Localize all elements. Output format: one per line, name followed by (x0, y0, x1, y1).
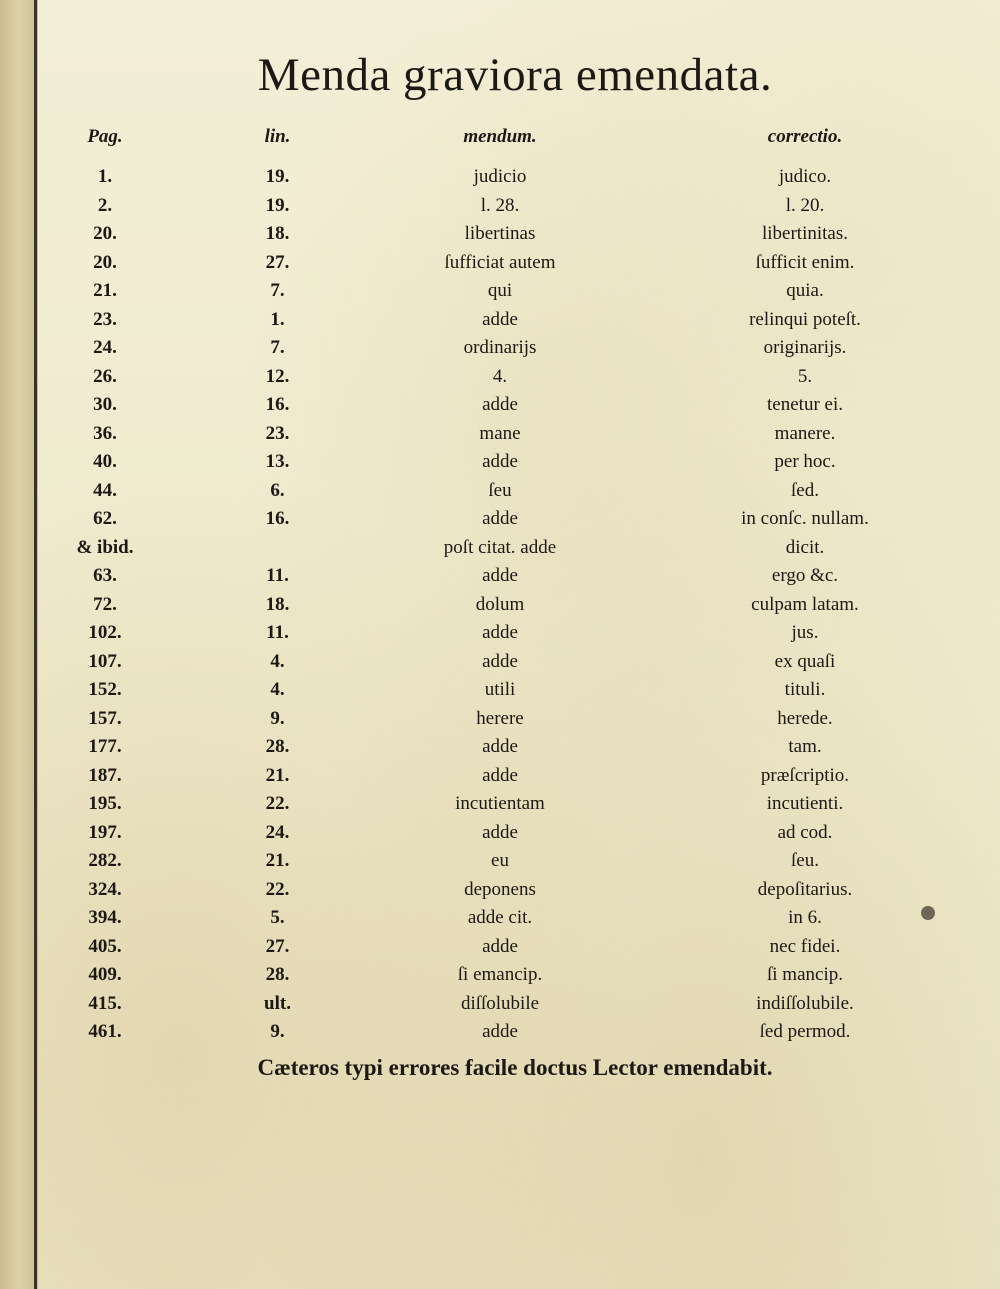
cell-pag: 177. (88, 736, 122, 757)
cell-pag: 282. (88, 850, 122, 871)
errata-row (0, 192, 1000, 221)
cell-pag: 394. (88, 907, 122, 928)
cell-mendum: adde (482, 935, 518, 957)
cell-lin: 13. (265, 451, 290, 472)
cell-lin: 16. (265, 508, 290, 529)
cell-lin: 18. (265, 223, 290, 244)
cell-mendum: ſeu (488, 479, 512, 501)
cell-pag: 409. (88, 964, 122, 985)
errata-row (0, 648, 1000, 677)
cell-pag: 72. (93, 593, 117, 615)
errata-row (0, 420, 1000, 449)
cell-correctio: herede. (777, 707, 833, 729)
cell-correctio: tenetur ei. (767, 394, 843, 415)
errata-row (0, 306, 1000, 335)
cell-mendum: judicio (473, 166, 527, 187)
cell-correctio: ſed. (791, 479, 819, 501)
cell-mendum: qui (487, 280, 513, 301)
cell-mendum: adde (482, 394, 518, 415)
cell-lin: 22. (265, 878, 290, 900)
errata-row (0, 220, 1000, 249)
errata-row (0, 448, 1000, 477)
cell-pag: 20. (93, 251, 117, 273)
cell-correctio: ſeu. (791, 850, 819, 871)
cell-mendum: mane (479, 422, 521, 444)
cell-correctio: ſufficit enim. (755, 251, 855, 273)
cell-pag: 415. (88, 992, 122, 1014)
cell-correctio: ſed permod. (759, 1021, 851, 1042)
errata-row (0, 733, 1000, 762)
errata-row (0, 619, 1000, 648)
cell-lin: 1. (270, 308, 285, 330)
errata-row (0, 163, 1000, 192)
cell-mendum: libertinas (464, 223, 536, 244)
cell-pag: 24. (93, 337, 117, 358)
cell-pag: 461. (88, 1021, 122, 1042)
cell-correctio: relinqui poteſt. (749, 308, 861, 330)
cell-mendum: 4. (492, 365, 508, 387)
cell-pag: 157. (88, 707, 122, 729)
errata-row (0, 790, 1000, 819)
cell-lin: 11. (266, 565, 289, 586)
errata-row (0, 277, 1000, 306)
cell-correctio: 5. (797, 365, 813, 387)
cell-lin: 22. (265, 793, 290, 814)
cell-pag: & ibid. (76, 536, 134, 558)
errata-row (0, 562, 1000, 591)
errata-row (0, 477, 1000, 506)
closing-note: Cæteros typi errores facile doctus Lector emendabit. (257, 1055, 773, 1080)
cell-pag: 187. (88, 764, 122, 786)
cell-lin: 27. (265, 935, 290, 957)
cell-lin: 9. (270, 1021, 285, 1042)
errata-header-row (0, 126, 1000, 154)
cell-mendum: ſufficiat autem (444, 251, 556, 273)
ink-speck (921, 906, 935, 920)
cell-mendum: adde (482, 308, 518, 330)
cell-lin: 27. (265, 251, 290, 273)
header-mendum: mendum. (463, 126, 537, 147)
cell-mendum: diſſolubile (460, 992, 540, 1014)
errata-row (0, 876, 1000, 905)
errata-row (0, 933, 1000, 962)
cell-correctio: ad cod. (777, 821, 833, 843)
cell-lin: 6. (270, 479, 285, 501)
cell-correctio: jus. (791, 622, 819, 643)
cell-lin: 5. (270, 907, 285, 928)
cell-pag: 1. (97, 166, 113, 187)
cell-mendum: adde (482, 565, 518, 586)
cell-pag: 107. (88, 650, 122, 672)
cell-lin: 19. (265, 166, 290, 187)
cell-correctio: ex quaſi (774, 650, 836, 672)
cell-mendum: adde (482, 650, 518, 672)
cell-lin: 12. (265, 365, 290, 387)
cell-correctio: judico. (778, 166, 832, 187)
errata-row (0, 363, 1000, 392)
errata-row (0, 990, 1000, 1019)
cell-pag: 2. (97, 194, 113, 216)
cell-lin: ult. (264, 992, 291, 1014)
header-correctio: correctio. (767, 126, 843, 147)
cell-correctio: in conſc. nullam. (741, 508, 869, 529)
cell-mendum: adde (482, 508, 518, 529)
cell-correctio: in 6. (788, 907, 822, 928)
cell-lin: 4. (270, 650, 285, 672)
cell-mendum: l. 28. (480, 194, 520, 216)
errata-row (0, 904, 1000, 933)
cell-correctio: indiſſolubile. (756, 992, 854, 1014)
cell-correctio: tam. (788, 736, 822, 757)
cell-mendum: utili (484, 679, 516, 700)
cell-lin: 11. (266, 622, 289, 643)
cell-pag: 62. (93, 508, 117, 529)
cell-lin: 7. (270, 337, 285, 358)
cell-mendum: adde (482, 764, 518, 786)
cell-correctio: nec fidei. (769, 935, 841, 957)
cell-lin: 24. (265, 821, 290, 843)
cell-mendum: ſi emancip. (457, 964, 543, 985)
cell-mendum: incutientam (455, 793, 545, 814)
cell-pag: 36. (93, 422, 117, 444)
cell-correctio: manere. (774, 422, 836, 444)
cell-mendum: deponens (464, 878, 536, 900)
cell-correctio: l. 20. (785, 194, 825, 216)
cell-mendum: herere (476, 707, 524, 729)
cell-pag: 195. (88, 793, 122, 814)
cell-pag: 44. (93, 479, 117, 501)
cell-correctio: incutienti. (766, 793, 844, 814)
cell-lin: 9. (270, 707, 285, 729)
cell-lin: 7. (270, 280, 285, 301)
cell-correctio: præſcriptio. (760, 764, 850, 786)
cell-lin: 23. (265, 422, 290, 444)
cell-mendum: poſt citat. adde (443, 536, 557, 558)
errata-row (0, 819, 1000, 848)
errata-row (0, 534, 1000, 563)
errata-row (0, 762, 1000, 791)
cell-mendum: adde (482, 821, 518, 843)
cell-correctio: quia. (786, 280, 824, 301)
cell-correctio: culpam latam. (751, 593, 859, 615)
errata-row (0, 391, 1000, 420)
cell-correctio: originarijs. (763, 337, 847, 358)
cell-lin: 28. (265, 964, 290, 985)
cell-correctio: depoſitarius. (757, 878, 853, 900)
cell-mendum: adde (482, 736, 518, 757)
errata-row (0, 847, 1000, 876)
cell-pag: 63. (93, 565, 117, 586)
cell-lin: 21. (265, 764, 290, 786)
errata-row (0, 505, 1000, 534)
cell-correctio: libertinitas. (761, 223, 848, 244)
errata-row (0, 591, 1000, 620)
errata-rows (0, 163, 1000, 1047)
cell-lin: 18. (265, 593, 290, 615)
errata-row (0, 705, 1000, 734)
cell-lin: 21. (265, 850, 290, 871)
cell-pag: 405. (88, 935, 122, 957)
cell-mendum: dolum (475, 593, 525, 615)
cell-lin: 19. (265, 194, 290, 216)
errata-row (0, 676, 1000, 705)
cell-lin: 28. (265, 736, 290, 757)
cell-mendum: adde (482, 451, 518, 472)
errata-row (0, 249, 1000, 278)
cell-pag: 21. (93, 280, 117, 301)
cell-correctio: dicit. (785, 536, 825, 558)
cell-pag: 152. (88, 679, 122, 700)
cell-correctio: per hoc. (774, 451, 836, 472)
cell-mendum: eu (491, 850, 509, 871)
cell-correctio: ergo &c. (771, 565, 839, 586)
cell-mendum: adde cit. (467, 907, 533, 928)
cell-lin: 4. (270, 679, 285, 700)
cell-correctio: tituli. (784, 679, 826, 700)
cell-pag: 324. (88, 878, 122, 900)
cell-correctio: ſi mancip. (767, 964, 843, 985)
cell-lin: 16. (265, 394, 290, 415)
header-lin: lin. (264, 126, 291, 147)
cell-pag: 23. (93, 308, 117, 330)
cell-pag: 40. (93, 451, 117, 472)
header-pag: Pag. (87, 126, 123, 147)
cell-mendum: adde (482, 622, 518, 643)
page-title: Menda graviora emendata. (257, 49, 773, 101)
cell-pag: 102. (88, 622, 122, 643)
cell-pag: 197. (88, 821, 122, 843)
cell-pag: 30. (93, 394, 117, 415)
errata-row (0, 1018, 1000, 1047)
cell-mendum: ordinarijs (463, 337, 537, 358)
errata-row (0, 961, 1000, 990)
cell-mendum: adde (482, 1021, 518, 1042)
errata-row (0, 334, 1000, 363)
cell-pag: 20. (93, 223, 117, 244)
cell-pag: 26. (93, 365, 117, 387)
